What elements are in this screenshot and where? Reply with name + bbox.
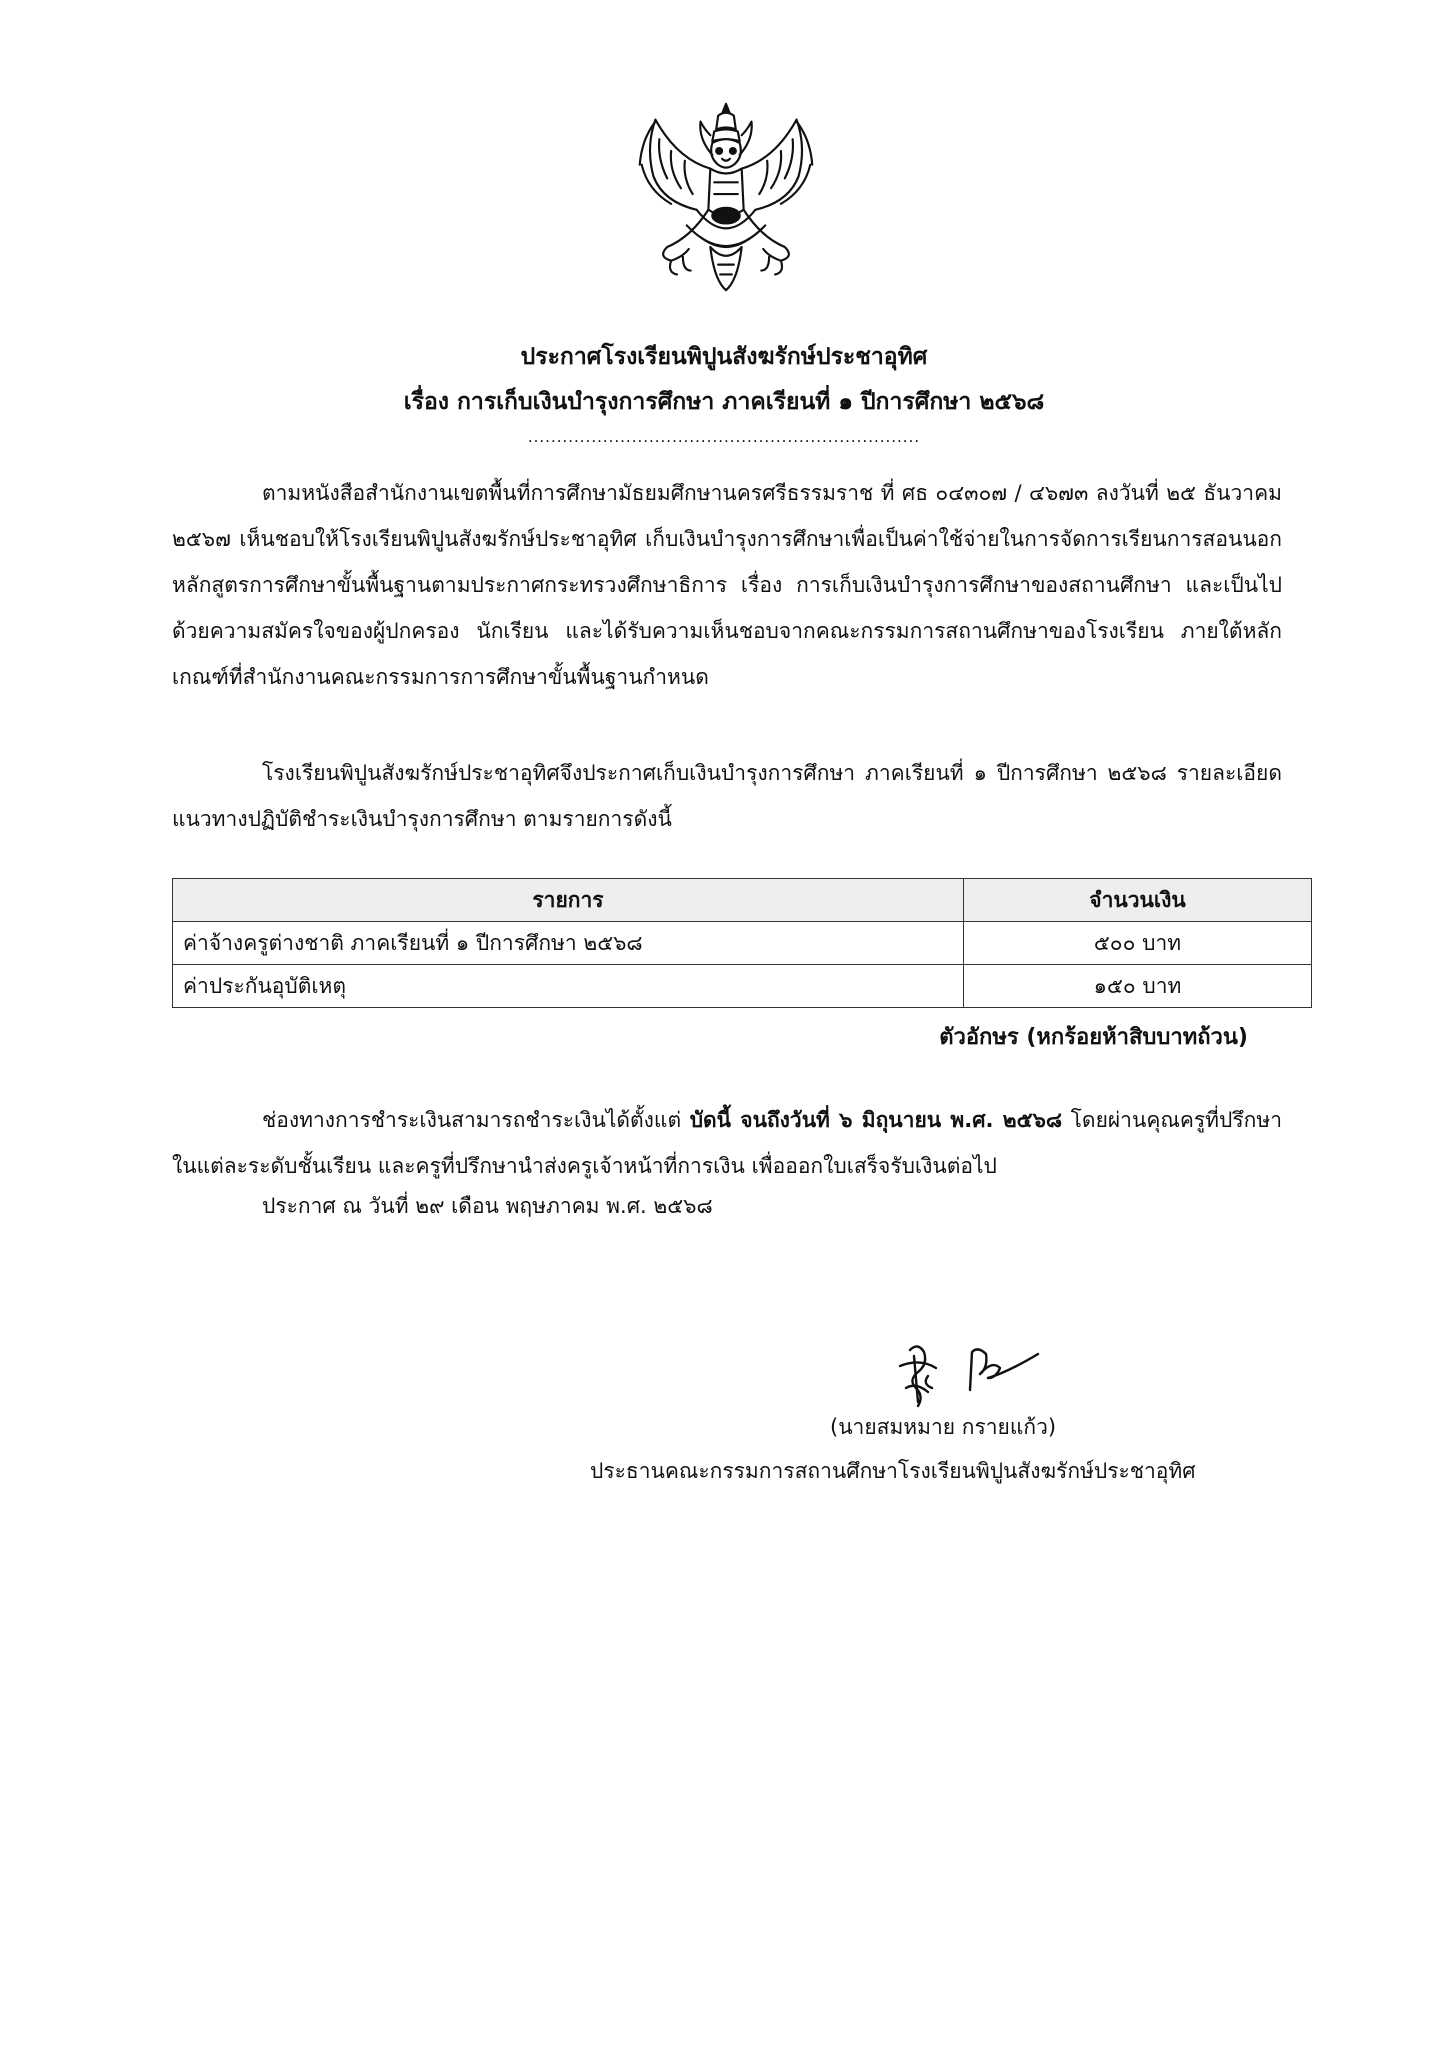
payment-text-before: ช่องทางการชำระเงินสามารถชำระเงินได้ตั้งแต่ bbox=[262, 1108, 690, 1132]
payment-paragraph bbox=[172, 1097, 1282, 1189]
fee-item: ค่าประกันอุบัติเหตุ bbox=[173, 965, 964, 1008]
fee-amount: ๑๕๐ บาท bbox=[964, 965, 1312, 1008]
fee-table-header bbox=[173, 879, 1312, 922]
fee-item: ค่าจ้างครูต่างชาติ ภาคเรียนที่ ๑ ปีการศึกษา ๒๕๖๘ bbox=[173, 922, 964, 965]
fee-amount: ๕๐๐ บาท bbox=[964, 922, 1312, 965]
table-row bbox=[173, 965, 1312, 1008]
reference-paragraph: ตามหนังสือสำนักงานเขตพื้นที่การศึกษามัธยมศึกษานครศรีธรรมราช ที่ ศธ ๐๔๓๐๗ / ๔๖๗๓ ลงวันที่ ๒๕ ธันวาคม ๒๕๖๗ เห็นชอบให้โรงเรียนพิปูนสังฆรักษ์ประชาอุทิศ เก็บเงินบำรุงการศึกษาเพื่อเป็นค่าใช้จ่ายในการจัดการเรียนการสอนนอกหลักสูตรการศึกษาขั้นพื้นฐานตามประกาศกระทรวงศึกษาธิการ เรื่อง การเก็บเงินบำรุงการศึกษาของสถานศึกษา และเป็นไปด้วยความสมัครใจของผู้ปกครอง นักเรียน และได้รับความเห็นชอบจากคณะกรรมการสถานศึกษาของโรงเรียน ภายใต้หลักเกณฑ์ที่สำนักงานคณะกรรมการการศึกษาขั้นพื้นฐานกำหนด bbox=[172, 481, 1282, 689]
payment-text-after: โดยผ่านคุณครูที่ปรึกษาในแต่ละระดับชั้นเรียน และครูที่ปรึกษานำส่งครูเจ้าหน้าที่การเงิน เพื่อออกใบเสร็จรับเงินต่อไป bbox=[172, 1108, 1282, 1178]
issued-date: ประกาศ ณ วันที่ ๒๙ เดือน พฤษภาคม พ.ศ. ๒๕๖๘ bbox=[262, 1194, 713, 1218]
payment-deadline: บัดนี้ จนถึงวันที่ ๖ มิถุนายน พ.ศ. ๒๕๖๘ bbox=[689, 1108, 1063, 1132]
title-separator: .................................................................... bbox=[527, 428, 921, 446]
header-amount: จำนวนเงิน bbox=[964, 879, 1312, 922]
garuda-emblem-icon bbox=[628, 98, 824, 298]
total-in-words: ตัวอักษร (หกร้อยห้าสิบบาทถ้วน) bbox=[939, 1025, 1248, 1050]
announcement-title: ประกาศโรงเรียนพิปูนสังฆรักษ์ประชาอุทิศ bbox=[520, 344, 928, 370]
announcement-subject: เรื่อง การเก็บเงินบำรุงการศึกษา ภาคเรียนที่ ๑ ปีการศึกษา ๒๕๖๘ bbox=[403, 389, 1045, 415]
header-item: รายการ bbox=[173, 879, 964, 922]
handwritten-signature-icon bbox=[888, 1332, 1048, 1412]
signer-name: (นายสมหมาย กรายแก้ว) bbox=[830, 1415, 1057, 1439]
fee-table bbox=[172, 878, 1312, 1008]
table-row bbox=[173, 922, 1312, 965]
signer-position: ประธานคณะกรรมการสถานศึกษาโรงเรียนพิปูนสังฆรักษ์ประชาอุทิศ bbox=[590, 1459, 1196, 1483]
collection-paragraph: โรงเรียนพิปูนสังฆรักษ์ประชาอุทิศจึงประกาศเก็บเงินบำรุงการศึกษา ภาคเรียนที่ ๑ ปีการศึกษา ๒๕๖๘ รายละเอียดแนวทางปฏิบัติชำระเงินบำรุงการศึกษา ตามรายการดังนี้ bbox=[172, 761, 1282, 831]
